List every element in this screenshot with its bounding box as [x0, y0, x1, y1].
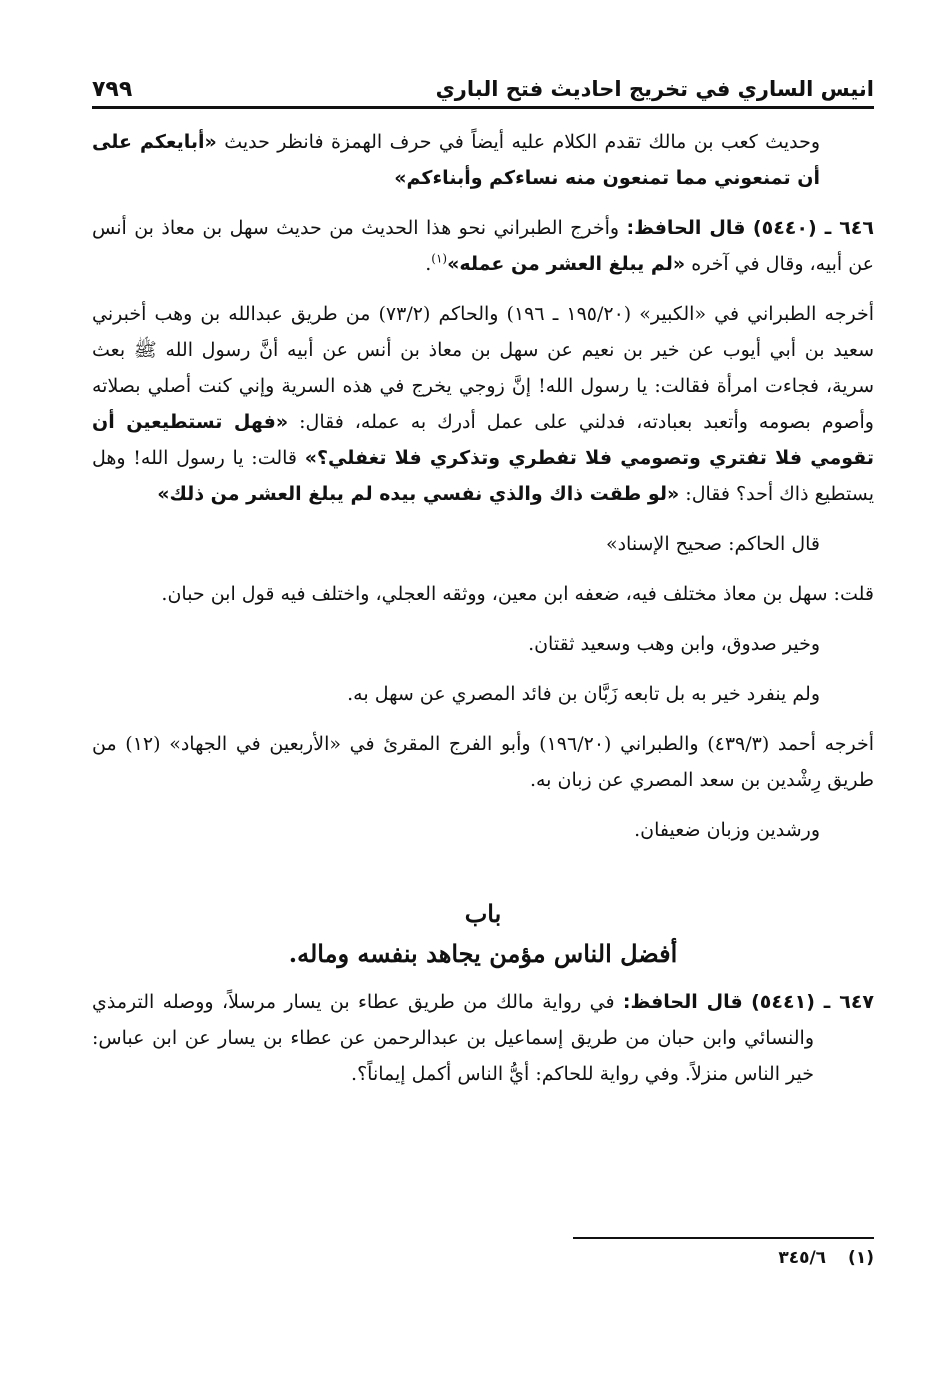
footnote-marker: (١)	[848, 1248, 874, 1268]
page-number: ٧٩٩	[92, 76, 133, 102]
footnote-divider	[573, 1237, 874, 1239]
hadith-number: ٦٤٦ ـ (٥٤٤٠)	[752, 217, 874, 239]
page-header	[92, 72, 874, 109]
hadith-646	[92, 210, 874, 282]
page-body	[92, 124, 874, 1106]
footnote	[756, 1248, 874, 1268]
rishdin-paragraph: ورشدين وزبان ضعيفان.	[634, 819, 820, 841]
takhrij-paragraph	[92, 296, 874, 512]
hadith-number: ٦٤٧ ـ (٥٤٤١)	[751, 991, 875, 1013]
takhrij-text: أخرجه الطبراني في «الكبير» (١٩٥/٢٠ ـ ١٩٦) والحاكم (٧٣/٢) من طريق عبدالله بن وهب أخبرني سعيد بن أبي أيوب عن خير بن نعيم عن سهل بن معاذ بن أنس عن أبيه أنَّ رسول الله ﷺ بعث سرية، فجاءت امرأة فقالت: يا رسول الله! إنَّ زوجي يخرج في هذه السرية وإني كنت أصلي بصلاته وأصوم بصومه وأتعبد بعبادته، فدلني على عمل أدرك به عمله، فقال:	[92, 303, 874, 433]
qult-paragraph: قلت: سهل بن معاذ مختلف فيه، ضعفه ابن معين، ووثقه العجلي، واختلف فيه قول ابن حبان.	[161, 583, 874, 605]
hadith-quote: «لم يبلغ العشر من عمله»	[447, 253, 686, 275]
intro-paragraph	[92, 124, 874, 196]
hadith-text: في رواية مالك من طريق عطاء بن يسار مرسلاً، ووصله الترمذي والنسائي وابن حبان من طريق إسماعيل بن عبدالرحمن عن عطاء بن يسار عن ابن عباس: خير الناس منزلاً. وفي رواية للحاكم: أيُّ الناس أكمل إيماناً؟.	[92, 991, 814, 1085]
takhrij2-paragraph: أخرجه أحمد (٤٣٩/٣) والطبراني (١٩٦/٢٠) وأبو الفرج المقرئ في «الأربعين في الجهاد» (١٢) من طريق رِشْدين بن سعد المصري عن زبان به.	[92, 733, 875, 791]
intro-quote: «أبايعكم على أن تمنعوني مما تمنعون منه نساءكم وأبناءكم»	[92, 131, 820, 189]
chapter-label: باب	[464, 899, 502, 928]
takhrij-quote-2: «لو طقت ذاك والذي نفسي بيده لم يبلغ العشر من ذلك»	[157, 483, 680, 505]
footnote-text: ٣٤٥/٦	[778, 1248, 827, 1268]
intro-text: وحديث كعب بن مالك تقدم الكلام عليه أيضاً في حرف الهمزة فانظر حديث	[224, 131, 821, 153]
hadith-speaker: قال الحافظ:	[622, 991, 743, 1013]
lam-paragraph: ولم ينفرد خير به بل تابعه زَبَّان بن فائد المصري عن سهل به.	[347, 683, 820, 705]
takhrij-quote: «فهل تستطيعين أن تقومي فلا تفتري وتصومي فلا تفطري وتذكري فلا تغفلي؟»	[92, 411, 874, 469]
period: .	[425, 253, 432, 275]
hakim-paragraph: قال الحاكم: صحيح الإسناد»	[605, 533, 820, 555]
running-title: انيس الساري في تخريج احاديث فتح الباري	[435, 77, 874, 101]
footnote-ref: (١)	[431, 251, 448, 266]
hadith-speaker: قال الحافظ:	[626, 217, 746, 239]
hadith-text: وأخرج الطبراني نحو هذا الحديث من حديث سهل بن معاذ بن أنس عن أبيه، وقال في آخره	[92, 217, 874, 275]
khair-paragraph: وخير صدوق، وابن وهب وسعيد ثقتان.	[528, 633, 820, 655]
takhrij-text-2: قالت: يا رسول الله! وهل يستطيع ذاك أحد؟ فقال:	[92, 447, 874, 505]
hadith-647	[92, 984, 874, 1092]
chapter-title: أفضل الناس مؤمن يجاهد بنفسه وماله.	[288, 939, 678, 968]
